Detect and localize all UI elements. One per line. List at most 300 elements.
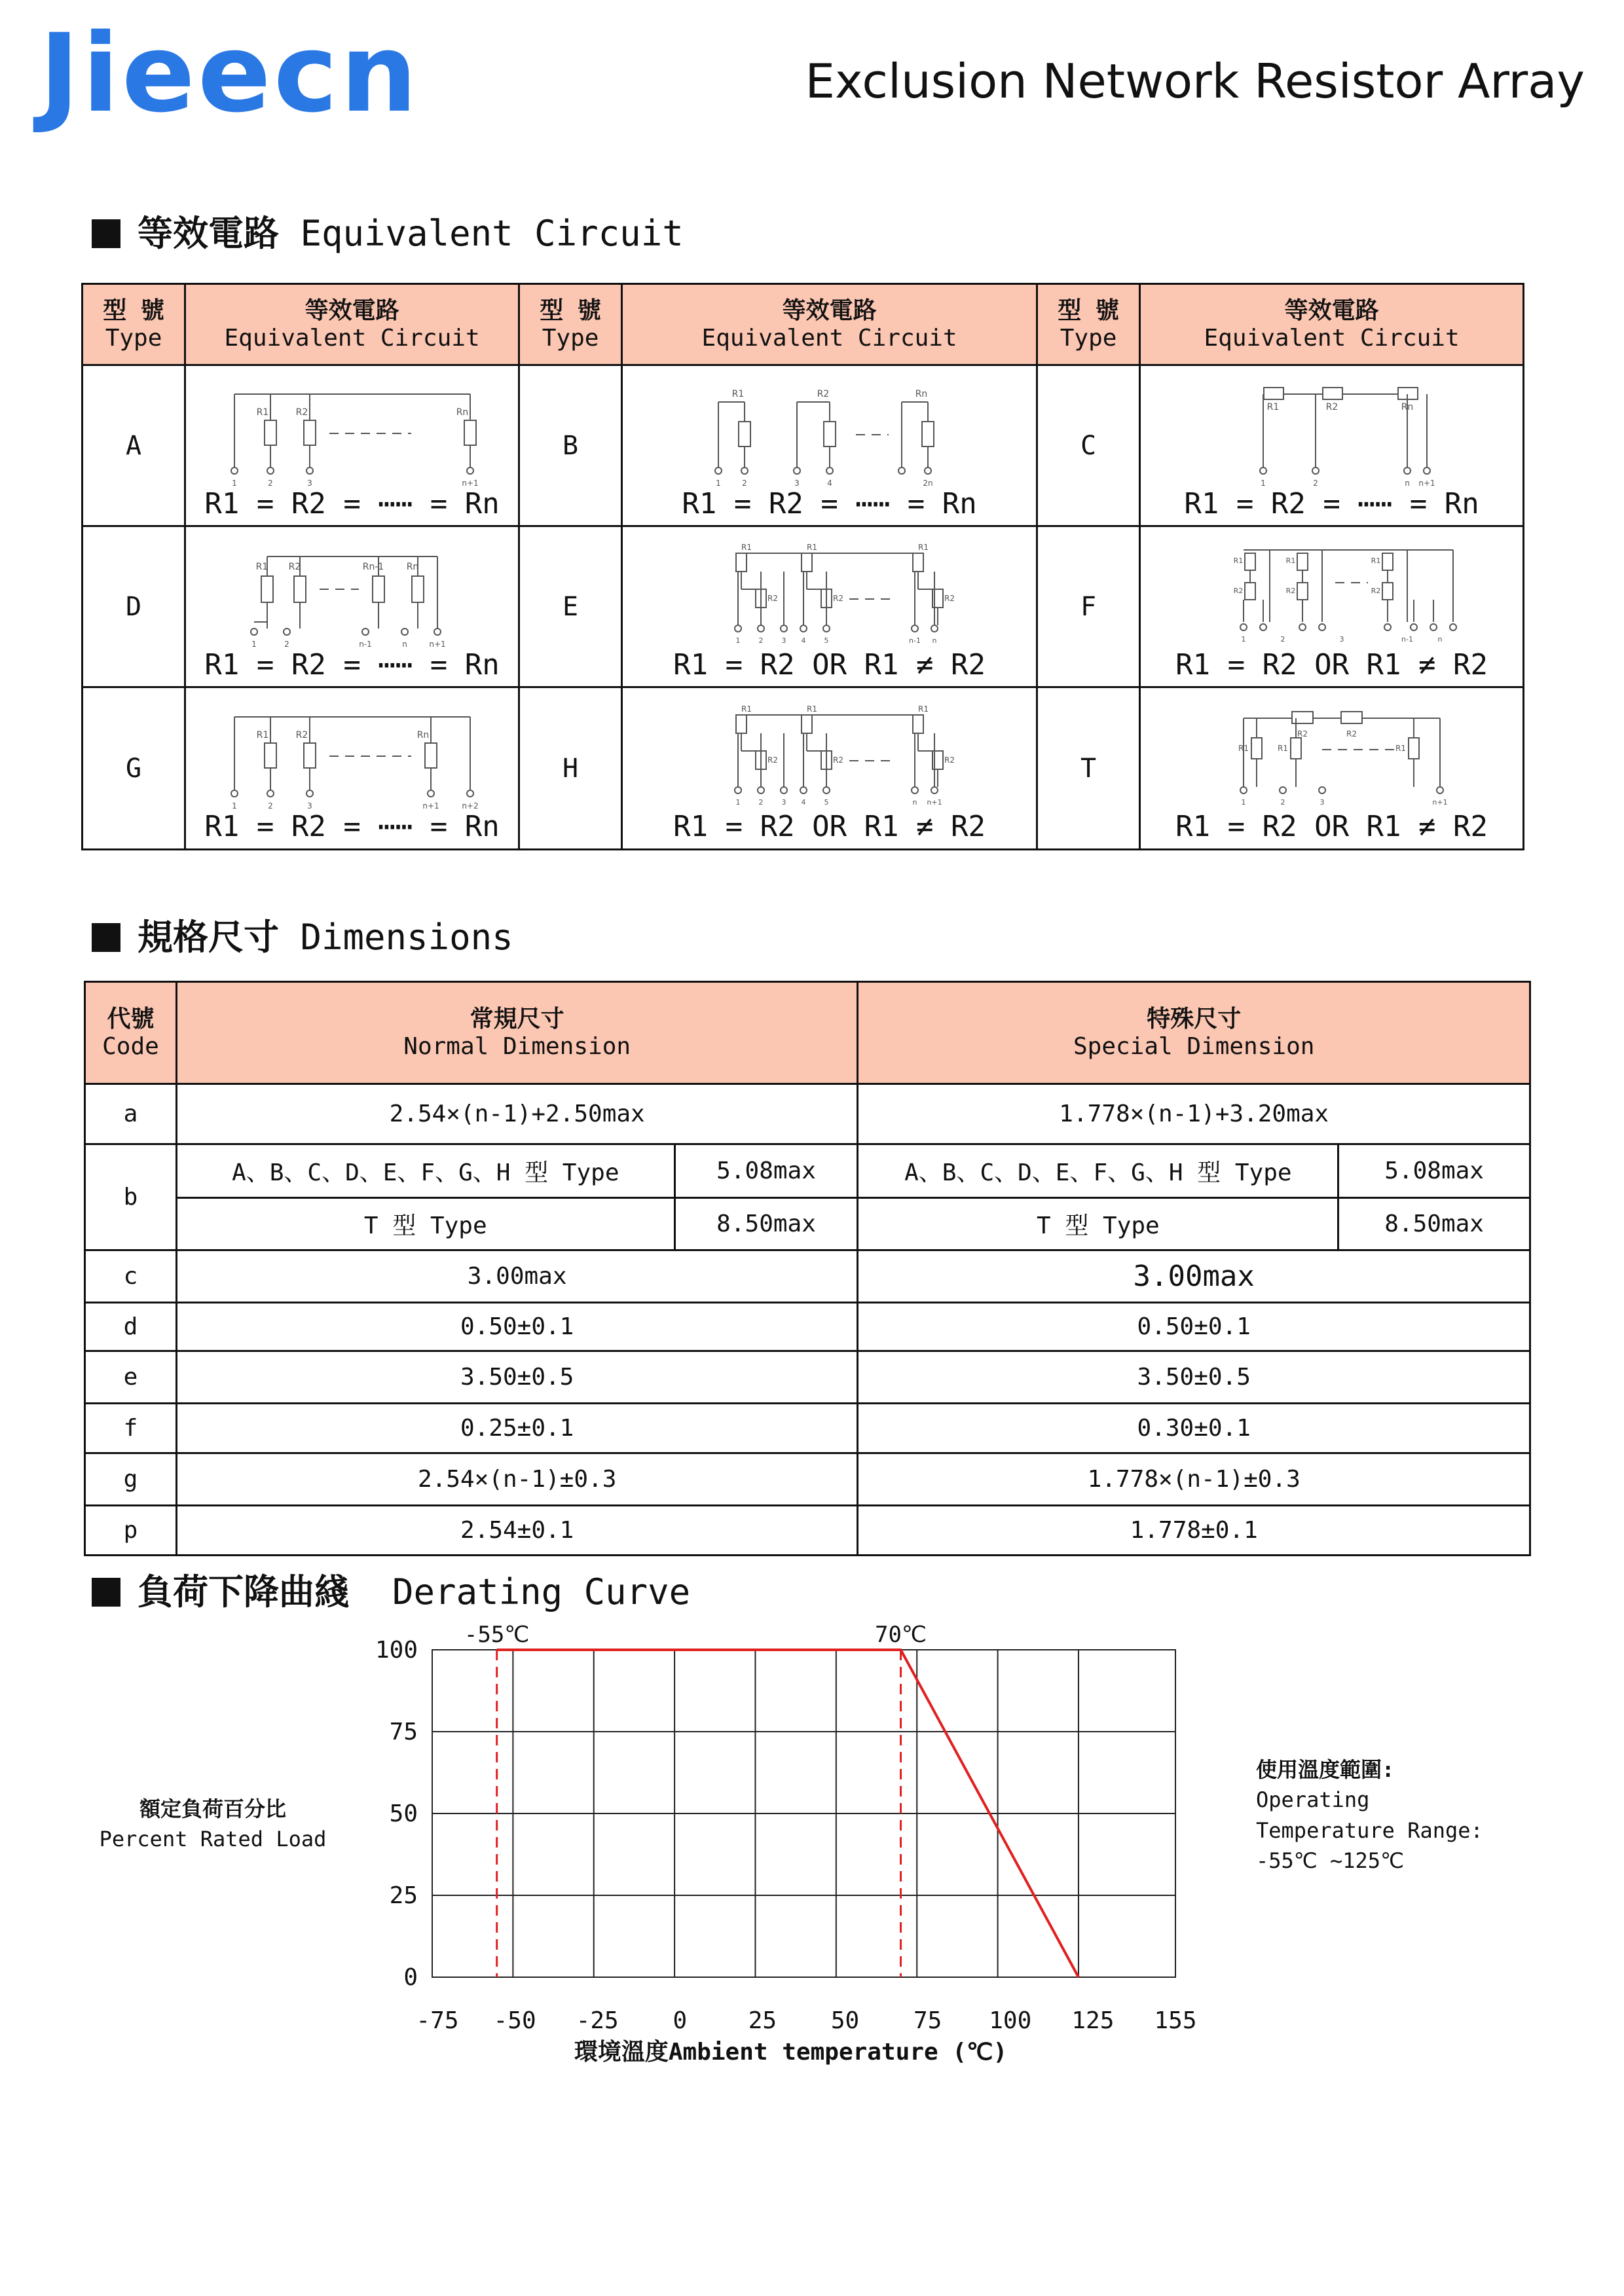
pin-icon <box>284 629 290 635</box>
section-dimensions-zh: 規格尺寸 <box>138 917 279 958</box>
schematic-label: Rn <box>416 730 429 740</box>
schematic-label: 3 <box>1320 798 1325 807</box>
section-heading-dimensions <box>92 917 513 958</box>
schematic-label: n+1 <box>428 640 446 648</box>
annotation-label: 70℃ <box>874 1624 927 1648</box>
operating-range: -55℃ ~125℃ <box>1256 1848 1404 1874</box>
circuit-cell <box>622 687 1037 850</box>
schematic-label: 3 <box>781 636 786 645</box>
section-heading-derating <box>92 1571 691 1613</box>
square-bullet-icon <box>92 923 120 952</box>
schematic-label: 3 <box>1339 635 1344 644</box>
schematic-label: 2 <box>284 640 289 648</box>
type-label-cell: T 型 Type <box>176 1198 674 1250</box>
pin-icon <box>231 467 238 474</box>
chart-grid <box>432 1650 1175 1977</box>
schematic-label: 3 <box>306 801 312 810</box>
header-normal: 常規尺寸 Normal Dimension <box>176 982 858 1084</box>
section-heading-circuit <box>92 213 684 254</box>
resistor-icon <box>1245 583 1255 600</box>
type-letter-cell: G <box>83 687 185 850</box>
code-cell: e <box>85 1351 177 1404</box>
circuit-cell <box>622 526 1037 687</box>
resistor-icon <box>913 553 923 572</box>
formula: R1 = R2 OR R1 ≠ R2 <box>1175 810 1488 843</box>
pin-icon <box>735 787 741 793</box>
y-tick-label: 50 <box>389 1800 418 1827</box>
circuit-cell <box>185 365 519 526</box>
schematic-label: 3 <box>794 479 800 487</box>
x-tick-label: 75 <box>913 2007 942 2034</box>
schematic-label: R1 <box>731 389 744 399</box>
normal-cell: 0.50±0.1 <box>176 1303 858 1351</box>
pin-icon <box>1319 787 1325 793</box>
pin-icon <box>1384 624 1391 630</box>
schematic-label: R1 <box>741 704 752 714</box>
resistor-icon <box>304 420 316 445</box>
resistor-icon <box>913 715 923 733</box>
pin-icon <box>912 625 918 632</box>
resistor-icon <box>425 743 437 768</box>
special-cell: 1.778×(n-1)+3.20max <box>858 1084 1530 1144</box>
schematic-label: Rn-1 <box>362 562 384 572</box>
schematic-label: R1 <box>806 543 817 552</box>
schematic-label: R2 <box>767 594 778 603</box>
type-letter-cell: H <box>519 687 622 850</box>
resistor-icon <box>373 576 384 602</box>
table-row <box>85 1250 1530 1303</box>
document-title: Exclusion Network Resistor Array <box>805 54 1585 109</box>
pin-icon <box>1240 787 1247 793</box>
circuit-cell <box>185 687 519 850</box>
schematic-B <box>627 376 1033 487</box>
resistor-icon <box>1297 583 1308 600</box>
schematic-label: R1 <box>1233 556 1243 565</box>
schematic-label: n+1 <box>422 801 439 810</box>
x-axis-label: 環境溫度Ambient temperature (℃) <box>574 2039 1008 2066</box>
resistor-icon <box>304 743 316 768</box>
square-bullet-icon <box>92 1578 120 1607</box>
section-derating-en: Derating Curve <box>392 1571 691 1613</box>
pin-icon <box>735 625 741 632</box>
schematic-T <box>1145 699 1519 810</box>
normal-cell: 2.54±0.1 <box>176 1506 858 1556</box>
pin-icon <box>251 629 257 635</box>
ylabel-en: Percent Rated Load <box>99 1827 327 1852</box>
circuit-cell <box>1140 687 1524 850</box>
schematic-label: n <box>1404 479 1410 487</box>
schematic-label: R1 <box>1266 402 1279 412</box>
resistor-icon <box>412 576 424 602</box>
code-cell: c <box>85 1250 177 1303</box>
section-circuit-en: Equivalent Circuit <box>300 213 684 254</box>
operating-zh: 使用溫度範圍: <box>1256 1757 1395 1782</box>
type-label-cell: T 型 Type <box>858 1198 1338 1250</box>
resistor-icon <box>294 576 306 602</box>
schematic-label: 2 <box>1312 479 1318 487</box>
pin-icon <box>1450 624 1456 630</box>
schematic-label: n-1 <box>1401 635 1413 644</box>
resistor-icon <box>736 553 747 572</box>
table-header-row <box>83 284 1524 365</box>
schematic-label: 1 <box>231 479 237 487</box>
schematic-label: 1 <box>735 798 741 807</box>
schematic-label: 3 <box>306 479 312 487</box>
schematic-label: 4 <box>801 798 806 807</box>
pin-icon <box>434 629 441 635</box>
special-cell: 1.778±0.1 <box>858 1506 1530 1556</box>
pin-icon <box>1319 624 1325 630</box>
schematic-label: n+1 <box>1431 798 1448 807</box>
schematic-label: 1 <box>251 640 257 648</box>
resistor-icon <box>464 420 476 445</box>
schematic-label: n <box>401 640 407 648</box>
schematic-label: n+2 <box>461 801 479 810</box>
table-row <box>85 1144 1530 1198</box>
schematic-A <box>189 376 516 487</box>
circuit-cell <box>1140 526 1524 687</box>
x-tick-label: 50 <box>830 2007 860 2034</box>
table-row <box>85 1453 1530 1506</box>
schematic-E <box>627 537 1033 648</box>
x-tick-label: 0 <box>673 2007 688 2034</box>
pin-icon <box>1424 467 1430 474</box>
resistor-icon <box>736 715 747 733</box>
schematic-label: 5 <box>824 636 829 645</box>
table-row <box>85 1351 1530 1404</box>
schematic-label: R1 <box>917 704 929 714</box>
schematic-label: R1 <box>1395 744 1406 753</box>
pin-icon <box>758 787 764 793</box>
schematic-label: 1 <box>735 636 741 645</box>
equivalent-circuit-table <box>81 283 1524 850</box>
resistor-icon <box>1245 553 1255 570</box>
formula: R1 = R2 = ⋯⋯ = Rn <box>204 487 500 520</box>
table-row <box>85 1404 1530 1453</box>
normal-cell: 3.50±0.5 <box>176 1351 858 1404</box>
pin-icon <box>1240 624 1247 630</box>
formula: R1 = R2 = ⋯⋯ = Rn <box>682 487 977 520</box>
type-letter-cell: C <box>1037 365 1140 526</box>
schematic-label: Rn <box>1401 402 1413 412</box>
schematic-label: R2 <box>832 756 843 765</box>
normal-cell: 2.54×(n-1)+2.50max <box>176 1084 858 1144</box>
schematic-label: 1 <box>715 479 721 487</box>
formula: R1 = R2 OR R1 ≠ R2 <box>1175 648 1488 682</box>
schematic-label: Rn <box>915 389 927 399</box>
brand-logo: Jieecn <box>39 10 420 136</box>
code-cell: a <box>85 1084 177 1144</box>
x-tick-label: 125 <box>1071 2007 1115 2034</box>
pin-icon <box>1299 624 1306 630</box>
pin-icon <box>826 467 833 474</box>
header-circuit: 等效電路 Equivalent Circuit <box>185 284 519 365</box>
schematic-label: R1 <box>255 562 268 572</box>
formula: R1 = R2 = ⋯⋯ = Rn <box>1184 487 1479 520</box>
resistor-icon <box>922 422 934 446</box>
schematic-label: R1 <box>917 543 929 552</box>
formula: R1 = R2 OR R1 ≠ R2 <box>673 810 986 843</box>
y-tick-label: 25 <box>389 1882 418 1909</box>
pin-icon <box>758 625 764 632</box>
table-row <box>85 1506 1530 1556</box>
schematic-label: 1 <box>231 801 237 810</box>
resistor-icon <box>1297 553 1308 570</box>
schematic-label: R2 <box>295 730 308 740</box>
code-cell: p <box>85 1506 177 1556</box>
schematic-label: 1 <box>1260 479 1266 487</box>
section-dimensions-en: Dimensions <box>300 917 513 958</box>
pin-icon <box>925 467 931 474</box>
schematic-label: R2 <box>944 756 955 765</box>
code-cell: d <box>85 1303 177 1351</box>
schematic-H <box>627 699 1033 810</box>
table-row <box>83 526 1524 687</box>
schematic-D <box>189 537 516 648</box>
resistor-icon <box>1341 712 1362 723</box>
schematic-label: R1 <box>1238 744 1249 753</box>
schematic-label: 2 <box>758 798 764 807</box>
pin-icon <box>1260 467 1266 474</box>
schematic-label: n <box>1437 635 1443 644</box>
schematic-label: R2 <box>1325 402 1338 412</box>
code-cell: f <box>85 1404 177 1453</box>
header-type: 型 號 Type <box>83 284 185 365</box>
operating-range-note <box>1256 1755 1483 1876</box>
pin-icon <box>428 790 434 797</box>
formula: R1 = R2 OR R1 ≠ R2 <box>673 648 986 682</box>
special-cell: 3.50±0.5 <box>858 1351 1530 1404</box>
code-cell: g <box>85 1453 177 1506</box>
pin-icon <box>823 625 830 632</box>
pin-icon <box>362 629 369 635</box>
schematic-label: 1 <box>1241 798 1246 807</box>
special-cell: 5.08max <box>1338 1144 1530 1198</box>
schematic-label: R1 <box>1285 556 1295 565</box>
special-cell: 1.778×(n-1)±0.3 <box>858 1453 1530 1506</box>
pin-icon <box>267 467 274 474</box>
normal-cell: 5.08max <box>674 1144 858 1198</box>
schematic-label: n+1 <box>926 798 942 807</box>
pin-icon <box>912 787 918 793</box>
resistor-icon <box>1323 388 1342 399</box>
y-tick-label: 0 <box>403 1964 418 1991</box>
schematic-label: R1 <box>741 543 752 552</box>
ylabel-zh: 額定負荷百分比 <box>139 1796 286 1821</box>
circuit-cell <box>185 526 519 687</box>
pin-icon <box>1437 787 1443 793</box>
type-letter-cell: B <box>519 365 622 526</box>
pin-icon <box>306 467 313 474</box>
special-cell: 0.50±0.1 <box>858 1303 1530 1351</box>
circuit-cell <box>622 365 1037 526</box>
table-row <box>83 687 1524 850</box>
pin-icon <box>1260 624 1266 630</box>
square-bullet-icon <box>92 219 120 248</box>
schematic-label: R2 <box>1371 587 1380 595</box>
schematic-label: R2 <box>295 407 308 418</box>
schematic-G <box>189 699 516 810</box>
resistor-icon <box>824 422 836 446</box>
derating-chart <box>354 1624 1270 2075</box>
header-special: 特殊尺寸 Special Dimension <box>858 982 1530 1084</box>
table-header-row <box>85 982 1530 1084</box>
chart-ylabel <box>98 1794 327 1855</box>
type-letter-cell: A <box>83 365 185 526</box>
special-cell: 8.50max <box>1338 1198 1530 1250</box>
resistor-icon <box>802 553 812 572</box>
special-cell: 3.00max <box>858 1250 1530 1303</box>
section-derating-zh: 負荷下降曲綫 <box>138 1571 350 1613</box>
normal-cell: 2.54×(n-1)±0.3 <box>176 1453 858 1506</box>
pin-icon <box>1312 467 1319 474</box>
resistor-icon <box>1409 738 1419 759</box>
normal-cell: 8.50max <box>674 1198 858 1250</box>
dimensions-table <box>84 981 1531 1556</box>
type-letter-cell: D <box>83 526 185 687</box>
resistor-icon <box>265 743 276 768</box>
schematic-label: 1 <box>1241 635 1246 644</box>
y-tick-label: 75 <box>389 1719 418 1745</box>
header-circuit: 等效電路 Equivalent Circuit <box>622 284 1037 365</box>
x-tick-label: 25 <box>748 2007 777 2034</box>
pin-icon <box>800 625 807 632</box>
pin-icon <box>781 625 787 632</box>
schematic-label: 2 <box>1280 635 1285 644</box>
schematic-label: 2 <box>267 801 273 810</box>
resistor-icon <box>261 576 273 602</box>
type-letter-cell: F <box>1037 526 1140 687</box>
schematic-label: 4 <box>826 479 832 487</box>
schematic-label: R2 <box>1297 729 1308 738</box>
x-tick-label: -75 <box>416 2007 459 2034</box>
annotation-label: -55℃ <box>464 1624 530 1648</box>
header-type: 型 號 Type <box>519 284 622 365</box>
pin-icon <box>931 787 938 793</box>
special-cell: 0.30±0.1 <box>858 1404 1530 1453</box>
schematic-label: R1 <box>1277 744 1288 753</box>
normal-cell: 3.00max <box>176 1250 858 1303</box>
section-circuit-zh: 等效電路 <box>138 213 279 254</box>
table-row <box>85 1084 1530 1144</box>
operating-en1: Operating <box>1256 1787 1370 1813</box>
y-tick-label: 100 <box>375 1637 418 1664</box>
pin-icon <box>231 790 238 797</box>
table-row <box>85 1303 1530 1351</box>
schematic-label: n <box>912 798 917 807</box>
pin-icon <box>1404 467 1411 474</box>
schematic-label: 2 <box>758 636 764 645</box>
pin-icon <box>467 467 473 474</box>
schematic-label: R2 <box>817 389 829 399</box>
schematic-label: n-1 <box>908 636 921 645</box>
type-label-cell: A、B、C、D、E、F、G、H 型 Type <box>176 1144 674 1198</box>
schematic-label: R2 <box>1346 729 1357 738</box>
schematic-label: 2 <box>741 479 747 487</box>
resistor-icon <box>1382 553 1393 570</box>
normal-cell: 0.25±0.1 <box>176 1404 858 1453</box>
schematic-label: R2 <box>1233 587 1243 595</box>
type-letter-cell: E <box>519 526 622 687</box>
schematic-label: n <box>932 636 937 645</box>
pin-icon <box>715 467 722 474</box>
schematic-label: R1 <box>256 407 268 418</box>
pin-icon <box>401 629 408 635</box>
schematic-label: R2 <box>832 594 843 603</box>
pin-icon <box>267 790 274 797</box>
pin-icon <box>306 790 313 797</box>
x-tick-label: -50 <box>493 2007 536 2034</box>
pin-icon <box>800 787 807 793</box>
type-label-cell: A、B、C、D、E、F、G、H 型 Type <box>858 1144 1338 1198</box>
schematic-label: Rn <box>456 407 468 418</box>
pin-icon <box>781 787 787 793</box>
resistor-icon <box>739 422 750 446</box>
pin-icon <box>794 467 800 474</box>
header-code: 代號 Code <box>85 982 177 1084</box>
resistor-icon <box>1264 388 1283 399</box>
schematic-F <box>1145 537 1519 648</box>
operating-en2: Temperature Range: <box>1256 1817 1483 1843</box>
pin-icon <box>467 790 473 797</box>
pin-icon <box>1430 624 1437 630</box>
formula: R1 = R2 = ⋯⋯ = Rn <box>204 648 500 682</box>
schematic-label: 3 <box>781 798 786 807</box>
resistor-icon <box>1291 738 1301 759</box>
schematic-label: R2 <box>944 594 955 603</box>
code-cell: b <box>85 1144 177 1250</box>
schematic-label: 2 <box>267 479 273 487</box>
pin-icon <box>898 467 905 474</box>
x-tick-label: 100 <box>989 2007 1032 2034</box>
schematic-label: R2 <box>767 756 778 765</box>
schematic-label: 2n <box>922 479 933 487</box>
table-row <box>85 1198 1530 1250</box>
schematic-C <box>1145 376 1519 487</box>
type-letter-cell: T <box>1037 687 1140 850</box>
resistor-icon <box>1382 583 1393 600</box>
circuit-cell <box>1140 365 1524 526</box>
pin-icon <box>931 625 938 632</box>
resistor-icon <box>265 420 276 445</box>
pin-icon <box>1280 787 1286 793</box>
x-tick-label: 155 <box>1154 2007 1197 2034</box>
schematic-label: R2 <box>288 562 301 572</box>
schematic-label: R1 <box>806 704 817 714</box>
pin-icon <box>823 787 830 793</box>
table-row <box>83 365 1524 526</box>
resistor-icon <box>802 715 812 733</box>
schematic-label: 4 <box>801 636 806 645</box>
x-tick-label: -25 <box>576 2007 619 2034</box>
header-type: 型 號 Type <box>1037 284 1140 365</box>
schematic-label: R1 <box>1371 556 1380 565</box>
pin-icon <box>741 467 748 474</box>
header-circuit: 等效電路 Equivalent Circuit <box>1140 284 1524 365</box>
schematic-label: R1 <box>256 730 268 740</box>
schematic-label: 2 <box>1280 798 1285 807</box>
resistor-icon <box>1292 712 1313 723</box>
schematic-label: Rn <box>406 562 418 572</box>
schematic-label: n+1 <box>1418 479 1435 487</box>
resistor-icon <box>1251 738 1262 759</box>
schematic-label: n-1 <box>358 640 372 648</box>
formula: R1 = R2 = ⋯⋯ = Rn <box>204 810 500 843</box>
schematic-label: n+1 <box>461 479 479 487</box>
schematic-label: R2 <box>1285 587 1295 595</box>
schematic-label: 5 <box>824 798 829 807</box>
pin-icon <box>1411 624 1417 630</box>
